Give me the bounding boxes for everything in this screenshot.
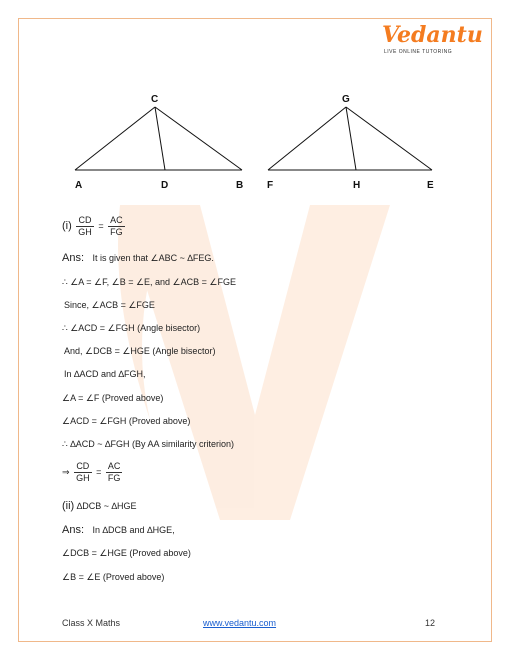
part-ii-ans-line (62, 524, 175, 536)
dcb-hge-line: ∠DCB = ∠HGE (Proved above) (62, 548, 191, 558)
part-ii-statement (62, 500, 137, 512)
angles-line: ∴ ∠A = ∠F, ∠B = ∠E, and ∠ACB = ∠FGE (62, 277, 236, 287)
vertex-b: B (236, 180, 244, 191)
since-line: Since, ∠ACB = ∠FGE (64, 300, 155, 310)
part-ii-text: ∆DCB ~ ∆HGE (76, 501, 137, 511)
acd-line: ∴ ∠ACD = ∠FGH (Angle bisector) (62, 323, 201, 333)
given-line (62, 252, 214, 264)
vertex-c: C (151, 94, 159, 105)
fraction-ac-fg-2: $\frac{AC}{FG}$ (107, 461, 121, 483)
part-ii-label: (ii) (62, 500, 75, 512)
logo-tagline: LIVE ONLINE TUTORING (384, 49, 453, 55)
part-ii-in-triangles: In ∆DCB and ∆HGE, (92, 525, 175, 535)
in-triangles-line: In ∆ACD and ∆FGH, (64, 369, 146, 379)
dcb-line: And, ∠DCB = ∠HGE (Angle bisector) (64, 346, 216, 356)
equals-sign: = (98, 220, 104, 231)
angle-a-f-line: ∠A = ∠F (Proved above) (62, 393, 164, 403)
vertex-e: E (427, 180, 434, 191)
ans-label-2: Ans: (62, 524, 85, 536)
equals-sign-2: = (96, 466, 102, 477)
vedantu-logo (382, 22, 483, 62)
vertex-f: F (267, 180, 274, 191)
angle-b-e-line: ∠B = ∠E (Proved above) (62, 572, 165, 582)
fraction-cd-gh-2: $\frac{CD}{GH}$ (76, 461, 90, 483)
page-number: 12 (425, 618, 436, 628)
point-h: H (353, 180, 361, 191)
triangles-figure (60, 90, 450, 195)
logo-word: Vedantu (382, 22, 483, 48)
given-text: It is given that ∠ABC ~ ∆FEG. (92, 253, 214, 263)
ans-label: Ans: (62, 252, 85, 264)
vertex-a: A (75, 180, 83, 191)
vertex-g: G (342, 94, 350, 105)
fraction-ac-fg: $\frac{AC}{FG}$ (110, 215, 123, 237)
similarity-line: ∴ ∆ACD ~ ∆FGH (By AA similarity criterion) (62, 439, 235, 449)
part-i-statement (62, 215, 127, 238)
angle-acd-fgh-line: ∠ACD = ∠FGH (Proved above) (62, 416, 191, 426)
footer-class: Class X Maths (62, 618, 121, 628)
point-d: D (161, 180, 169, 191)
footer-website-link[interactable]: www.vedantu.com (203, 618, 277, 628)
part-i-label: (i) (62, 219, 72, 232)
fraction-cd-gh: $\frac{CD}{GH}$ (78, 215, 92, 237)
conclusion-line (62, 461, 124, 484)
implies-arrow: ⇒ (62, 466, 70, 477)
